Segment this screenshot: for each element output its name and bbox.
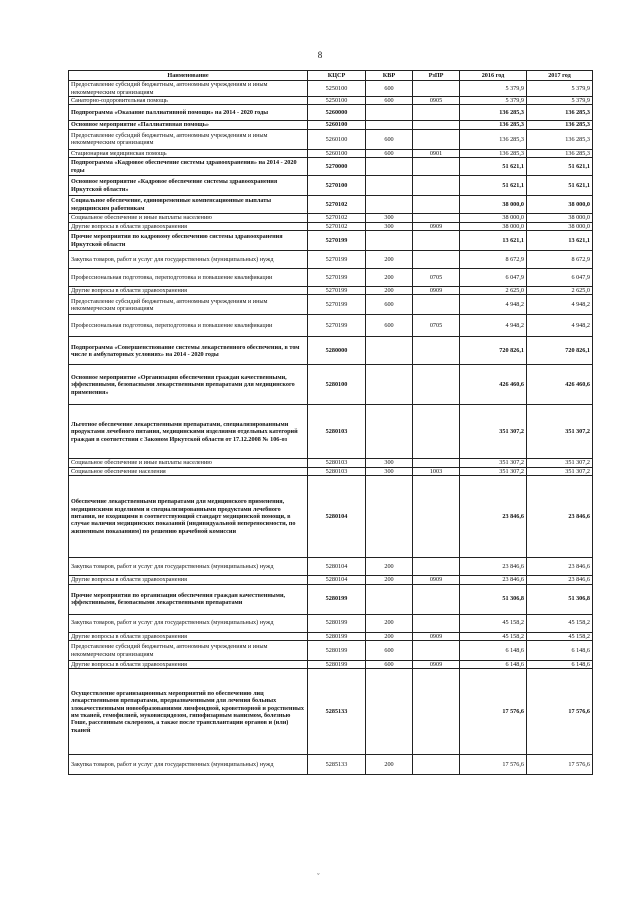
cell-rzpr: 0909 [413,632,460,640]
header-code: КЦСР [308,71,366,81]
cell-rzpr [413,641,460,661]
cell-2017: 4 948,2 [527,295,593,315]
cell-kvr: 200 [366,614,413,632]
cell-name: Стационарная медицинская помощь [69,149,308,157]
cell-code: 5270102 [308,214,366,222]
cell-2016: 6 148,6 [460,641,527,661]
cell-code: 5280199 [308,661,366,669]
cell-kvr: 300 [366,467,413,475]
cell-name: Социальное обеспечение населения [69,467,308,475]
cell-2016: 136 285,3 [460,121,527,129]
table-row [69,476,593,558]
table-row [69,129,593,149]
header-kvr: КВР [366,71,413,81]
cell-kvr: 200 [366,269,413,287]
table-row [69,97,593,105]
cell-rzpr: 0905 [413,97,460,105]
cell-code: 5280199 [308,632,366,640]
cell-code: 5280103 [308,467,366,475]
cell-name: Подпрограмма «Кадровое обеспечение системы здравоохранения» на 2014 - 2020 годы [69,158,308,176]
cell-code: 5280103 [308,459,366,467]
cell-rzpr: 0909 [413,576,460,584]
cell-2016: 13 621,1 [460,231,527,251]
table-row [69,105,593,121]
cell-2017: 720 826,1 [527,337,593,365]
table-row [69,222,593,230]
table-row [69,558,593,576]
cell-name: Закупка товаров, работ и услуг для государственных (муниципальных) нужд [69,558,308,576]
cell-rzpr: 0901 [413,149,460,157]
cell-name: Социальное обеспечение и иные выплаты населению [69,459,308,467]
cell-2016: 5 379,9 [460,81,527,97]
cell-2017: 23 846,6 [527,476,593,558]
cell-rzpr: 0705 [413,269,460,287]
cell-name: Льготное обеспечение лекарственными препаратами, специализированными продуктами лечебного питания, медицинскими изделиями отдельных категорий граждан в соответствии с Законом Иркутской области от 17.12.2008 № 106-оз [69,405,308,459]
cell-code: 5285133 [308,755,366,775]
table-row [69,641,593,661]
cell-name: Другие вопросы в области здравоохранения [69,222,308,230]
table-row [69,337,593,365]
cell-kvr: 600 [366,81,413,97]
cell-2016: 45 158,2 [460,632,527,640]
cell-name: Профессиональная подготовка, переподготовка и повышение квалификации [69,315,308,337]
cell-kvr [366,121,413,129]
cell-name: Предоставление субсидий бюджетным, автономным учреждениям и иным некоммерческим организациям [69,129,308,149]
cell-2016: 17 576,6 [460,755,527,775]
cell-2017: 23 846,6 [527,558,593,576]
cell-2017: 51 621,1 [527,176,593,196]
cell-kvr: 600 [366,315,413,337]
cell-code: 5270199 [308,315,366,337]
cell-code: 5280199 [308,614,366,632]
cell-2016: 720 826,1 [460,337,527,365]
cell-code: 5260000 [308,105,366,121]
cell-2017: 45 158,2 [527,632,593,640]
cell-code: 5280000 [308,337,366,365]
cell-rzpr [413,196,460,214]
table-header-row [69,71,593,81]
cell-2016: 4 948,2 [460,315,527,337]
table-row [69,295,593,315]
cell-code: 5280100 [308,365,366,405]
cell-kvr: 300 [366,214,413,222]
cell-code: 5285133 [308,669,366,755]
cell-2016: 51 621,1 [460,158,527,176]
table-row [69,576,593,584]
cell-kvr: 600 [366,129,413,149]
cell-rzpr [413,158,460,176]
cell-rzpr [413,295,460,315]
cell-2016: 23 846,6 [460,576,527,584]
cell-rzpr [413,121,460,129]
cell-kvr [366,476,413,558]
cell-2016: 38 000,0 [460,196,527,214]
cell-2016: 351 307,2 [460,467,527,475]
cell-rzpr [413,337,460,365]
cell-name: Санаторно-оздоровительная помощь [69,97,308,105]
cell-2016: 2 625,0 [460,287,527,295]
cell-2017: 45 158,2 [527,614,593,632]
header-2016: 2016 год [460,71,527,81]
cell-2017: 13 621,1 [527,231,593,251]
cell-rzpr [413,251,460,269]
table-row [69,251,593,269]
cell-2016: 5 379,9 [460,97,527,105]
cell-rzpr [413,558,460,576]
cell-kvr [366,405,413,459]
cell-name: Осуществление организационных мероприятий по обеспечению лиц лекарственными препаратами, предназначенными для лечения больных злокачественными новообразованиями лимфоидной, кроветворной и родственных им тканей, гемофилией, муковисцидозом, гипофизарным нанизмом, болезнью Гоше, рассеянным склерозом, а также после трансплантации органов и (или) тканей [69,669,308,755]
cell-name: Предоставление субсидий бюджетным, автономным учреждениям и иным некоммерческим организациям [69,81,308,97]
cell-kvr: 600 [366,149,413,157]
cell-code: 5280199 [308,641,366,661]
cell-2017: 351 307,2 [527,467,593,475]
cell-code: 5270000 [308,158,366,176]
cell-rzpr [413,584,460,614]
cell-rzpr [413,105,460,121]
table-row [69,614,593,632]
cell-code: 5250100 [308,81,366,97]
cell-code: 5280104 [308,558,366,576]
cell-kvr: 300 [366,222,413,230]
cell-2016: 6 148,6 [460,661,527,669]
table-row [69,661,593,669]
cell-name: Закупка товаров, работ и услуг для государственных (муниципальных) нужд [69,614,308,632]
cell-2017: 136 285,3 [527,149,593,157]
cell-kvr [366,196,413,214]
cell-code: 5250100 [308,97,366,105]
cell-2017: 23 846,6 [527,576,593,584]
cell-2016: 4 948,2 [460,295,527,315]
cell-kvr [366,584,413,614]
table-row [69,149,593,157]
cell-2017: 2 625,0 [527,287,593,295]
cell-2017: 38 000,0 [527,214,593,222]
cell-code: 5260100 [308,121,366,129]
cell-rzpr: 1003 [413,467,460,475]
cell-kvr: 600 [366,661,413,669]
table-row [69,467,593,475]
cell-code: 5270199 [308,231,366,251]
cell-rzpr [413,459,460,467]
table-row [69,755,593,775]
cell-kvr: 200 [366,632,413,640]
cell-name: Подпрограмма «Оказание паллиативной помощи» на 2014 - 2020 годы [69,105,308,121]
cell-code: 5270199 [308,251,366,269]
cell-2017: 5 379,9 [527,81,593,97]
cell-rzpr [413,405,460,459]
cell-name: Предоставление субсидий бюджетным, автономным учреждениям и иным некоммерческим организациям [69,295,308,315]
cell-code: 5270100 [308,176,366,196]
table-row [69,584,593,614]
cell-rzpr [413,231,460,251]
cell-rzpr: 0909 [413,222,460,230]
cell-rzpr: 0705 [413,315,460,337]
table-row [69,158,593,176]
table-row [69,231,593,251]
cell-rzpr [413,365,460,405]
cell-2016: 17 576,6 [460,669,527,755]
cell-2016: 51 621,1 [460,176,527,196]
table-row [69,176,593,196]
cell-rzpr [413,669,460,755]
cell-kvr [366,176,413,196]
cell-kvr: 200 [366,755,413,775]
cell-2016: 426 460,6 [460,365,527,405]
cell-code: 5280104 [308,476,366,558]
cell-code: 5260100 [308,129,366,149]
cell-2016: 136 285,3 [460,105,527,121]
cell-code: 5270102 [308,222,366,230]
cell-kvr [366,669,413,755]
cell-name: Другие вопросы в области здравоохранения [69,661,308,669]
cell-name: Прочие мероприятия по организации обеспечения граждан качественными, эффективными, безопасными лекарственными препаратами [69,584,308,614]
cell-kvr [366,105,413,121]
cell-2017: 8 672,9 [527,251,593,269]
cell-2017: 6 148,6 [527,641,593,661]
cell-kvr: 200 [366,576,413,584]
cell-code: 5270199 [308,269,366,287]
cell-name: Обеспечение лекарственными препаратами для медицинского применения, медицинскими изделиями и специализированными продуктами лечебного питания, не входящими в соответствующий стандарт медицинской помощи, в случае наличия медицинских показаний (индивидуальной непереносимости, по жизненным показаниям) по решению врачебной комиссии [69,476,308,558]
cell-name: Подпрограмма «Совершенствование системы лекарственного обеспечения, в том числе в амбулаторных условиях» на 2014 - 2020 годы [69,337,308,365]
cell-2017: 351 307,2 [527,459,593,467]
cell-2016: 23 846,6 [460,558,527,576]
cell-rzpr [413,614,460,632]
cell-kvr [366,337,413,365]
budget-table [68,70,593,775]
cell-name: Закупка товаров, работ и услуг для государственных (муниципальных) нужд [69,755,308,775]
cell-rzpr [413,176,460,196]
cell-kvr: 600 [366,97,413,105]
cell-name: Основное мероприятие «Паллиативная помощь» [69,121,308,129]
cell-kvr: 200 [366,251,413,269]
table-body [69,81,593,775]
cell-name: Другие вопросы в области здравоохранения [69,287,308,295]
cell-2017: 6 047,9 [527,269,593,287]
cell-2016: 351 307,2 [460,405,527,459]
table-row [69,405,593,459]
cell-rzpr: 0909 [413,661,460,669]
table-row [69,196,593,214]
cell-2016: 45 158,2 [460,614,527,632]
cell-2016: 8 672,9 [460,251,527,269]
cell-name: Другие вопросы в области здравоохранения [69,576,308,584]
table-row [69,315,593,337]
cell-2017: 17 576,6 [527,669,593,755]
cell-rzpr: 0909 [413,287,460,295]
table-row [69,214,593,222]
cell-kvr: 300 [366,459,413,467]
cell-2016: 51 306,8 [460,584,527,614]
cell-2017: 6 148,6 [527,661,593,669]
cell-code: 5280103 [308,405,366,459]
cell-name: Прочие мероприятия по кадровому обеспечению системы здравоохранения Иркутской области [69,231,308,251]
table-row [69,269,593,287]
header-2017: 2017 год [527,71,593,81]
cell-2017: 38 000,0 [527,196,593,214]
table-row [69,459,593,467]
cell-2016: 38 000,0 [460,214,527,222]
cell-2017: 426 460,6 [527,365,593,405]
cell-2016: 136 285,3 [460,129,527,149]
cell-2017: 136 285,3 [527,129,593,149]
cell-kvr [366,158,413,176]
table-row [69,669,593,755]
table-row [69,632,593,640]
cell-kvr [366,231,413,251]
table-row [69,81,593,97]
cell-2016: 351 307,2 [460,459,527,467]
cell-name: Другие вопросы в области здравоохранения [69,632,308,640]
table-row [69,121,593,129]
cell-2016: 136 285,3 [460,149,527,157]
stray-mark: ˇ [317,872,320,881]
cell-rzpr [413,476,460,558]
cell-2017: 38 000,0 [527,222,593,230]
cell-2017: 51 621,1 [527,158,593,176]
cell-2017: 136 285,3 [527,121,593,129]
cell-rzpr [413,214,460,222]
cell-code: 5260100 [308,149,366,157]
cell-rzpr [413,129,460,149]
cell-name: Социальное обеспечение, единовременные компенсационные выплаты медицинским работникам [69,196,308,214]
cell-2016: 23 846,6 [460,476,527,558]
cell-2017: 136 285,3 [527,105,593,121]
cell-kvr [366,365,413,405]
cell-name: Профессиональная подготовка, переподготовка и повышение квалификации [69,269,308,287]
cell-kvr: 600 [366,641,413,661]
cell-kvr: 200 [366,558,413,576]
header-name: Наименование [69,71,308,81]
cell-name: Основное мероприятие «Кадровое обеспечение системы здравоохранения Иркутской области» [69,176,308,196]
cell-kvr: 200 [366,287,413,295]
cell-code: 5270199 [308,295,366,315]
cell-2017: 17 576,6 [527,755,593,775]
cell-code: 5280104 [308,576,366,584]
header-rzpr: РзПР [413,71,460,81]
cell-2016: 38 000,0 [460,222,527,230]
cell-code: 5270199 [308,287,366,295]
cell-name: Предоставление субсидий бюджетным, автономным учреждениям и иным некоммерческим организациям [69,641,308,661]
cell-2016: 6 047,9 [460,269,527,287]
cell-2017: 5 379,9 [527,97,593,105]
cell-name: Закупка товаров, работ и услуг для государственных (муниципальных) нужд [69,251,308,269]
cell-rzpr [413,755,460,775]
cell-kvr: 600 [366,295,413,315]
cell-name: Социальное обеспечение и иные выплаты населению [69,214,308,222]
cell-2017: 4 948,2 [527,315,593,337]
cell-code: 5270102 [308,196,366,214]
cell-name: Основное мероприятие «Организация обеспечения граждан качественными, эффективными, безопасными лекарственными препаратами для медицинского применения» [69,365,308,405]
cell-2017: 51 306,8 [527,584,593,614]
table-row [69,287,593,295]
cell-code: 5280199 [308,584,366,614]
cell-rzpr [413,81,460,97]
cell-2017: 351 307,2 [527,405,593,459]
table-row [69,365,593,405]
page-number: 8 [317,50,323,60]
